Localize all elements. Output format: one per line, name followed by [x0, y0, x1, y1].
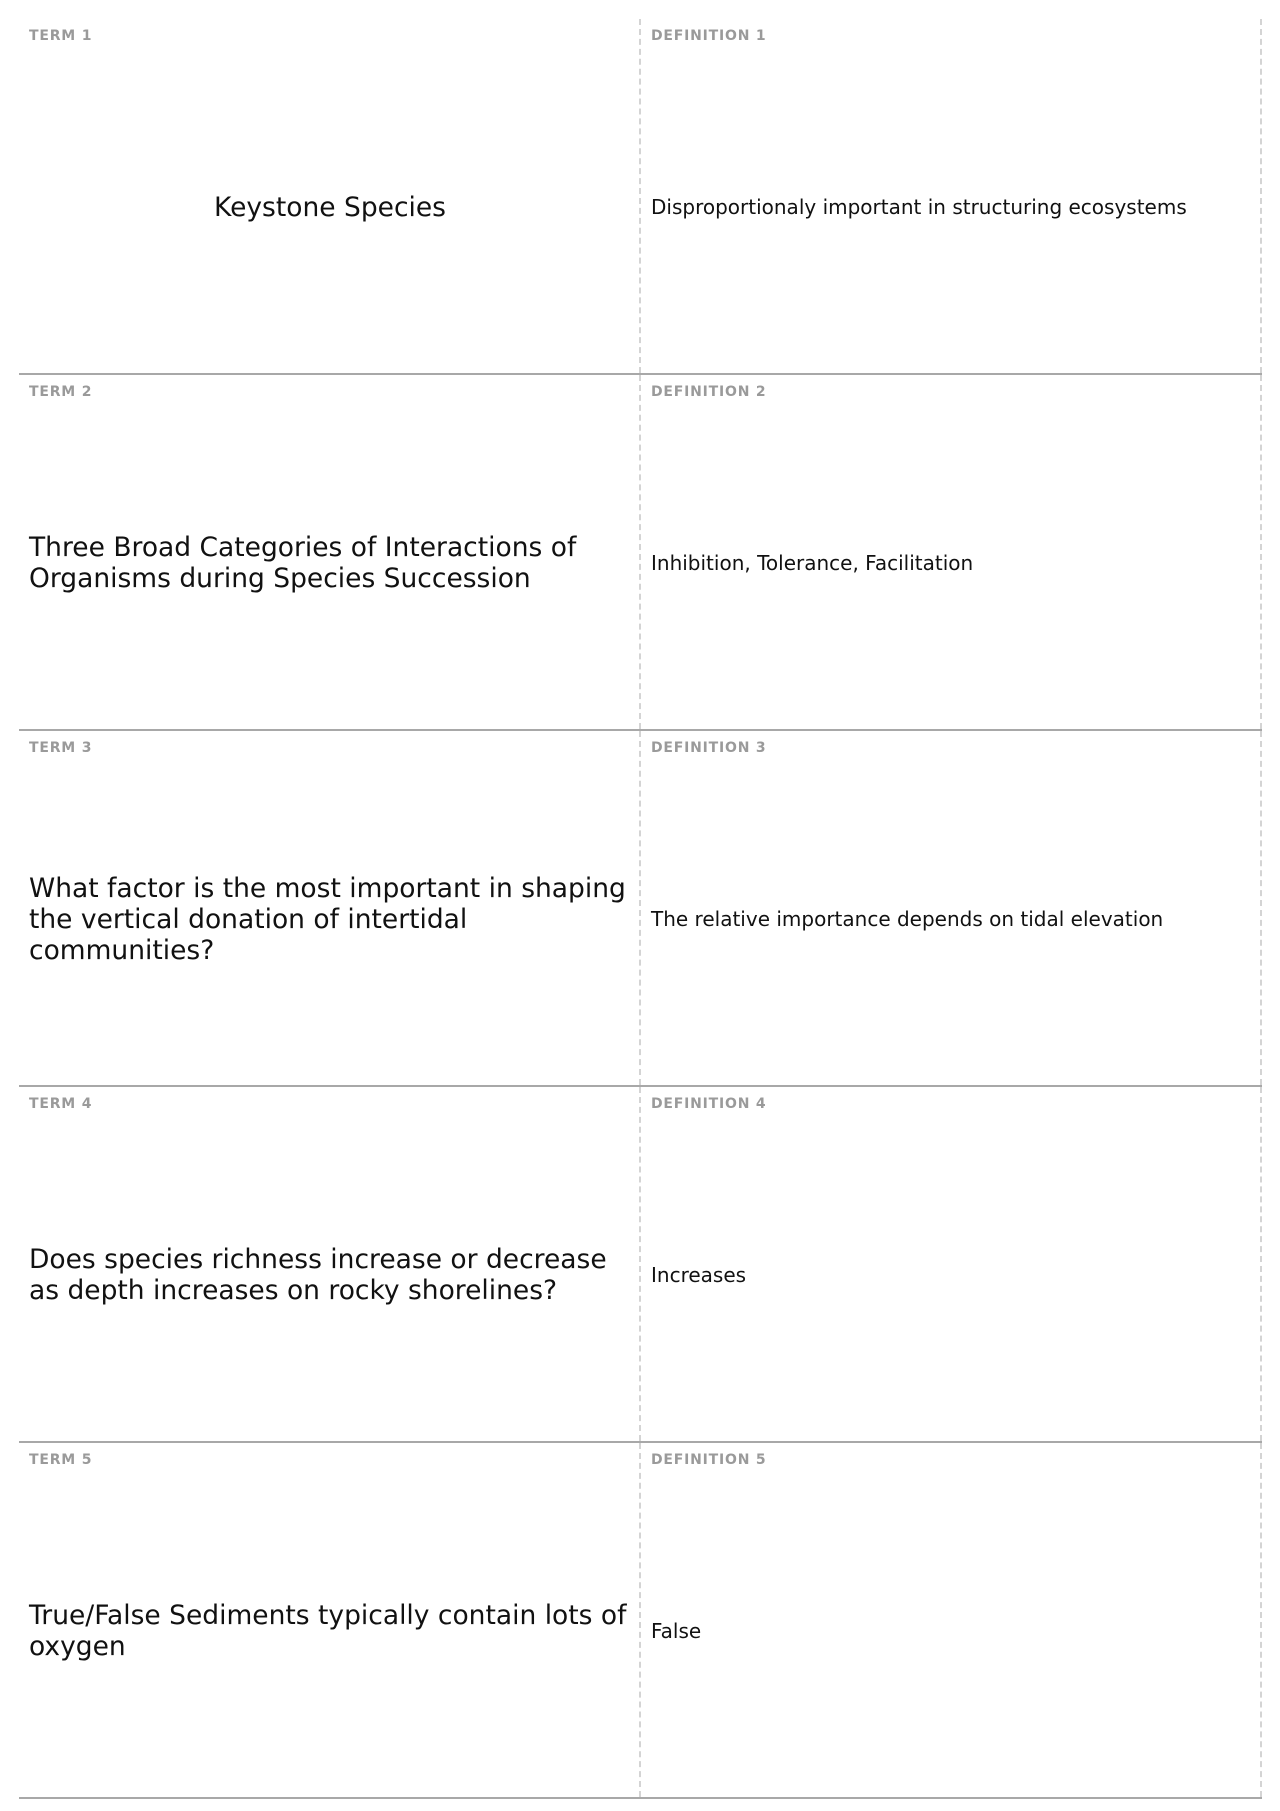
definition-body-1	[651, 55, 1252, 359]
flashcard-row-3	[19, 731, 1262, 1087]
definition-cell-3	[641, 731, 1262, 1085]
definition-label-5: DEFINITION 5	[651, 1452, 767, 1468]
term-text-2: Three Broad Categories of Interactions of Organisms during Species Succession	[29, 532, 577, 594]
flashcard-row-2	[19, 375, 1262, 731]
definition-body-2	[651, 411, 1252, 715]
term-cell-3	[19, 731, 641, 1085]
flashcard-row-4	[19, 1087, 1262, 1443]
term-body-4	[29, 1123, 631, 1427]
definition-label-1: DEFINITION 1	[651, 28, 767, 44]
term-label-1: TERM 1	[29, 28, 93, 44]
term-label-4: TERM 4	[29, 1096, 93, 1112]
definition-label-4: DEFINITION 4	[651, 1096, 767, 1112]
definition-cell-5	[641, 1443, 1262, 1797]
definition-body-3	[651, 767, 1252, 1071]
term-body-5	[29, 1479, 631, 1783]
flashcard-row-1	[19, 19, 1262, 375]
definition-text-1: Disproportionaly important in structuring ecosystems	[651, 195, 1187, 219]
term-text-4: Does species richness increase or decrease as depth increases on rocky shorelines?	[29, 1244, 607, 1306]
flashcard-sheet	[19, 19, 1262, 1799]
term-cell-2	[19, 375, 641, 729]
definition-cell-1	[641, 19, 1262, 373]
term-text-1: Keystone Species	[214, 191, 446, 223]
definition-cell-2	[641, 375, 1262, 729]
definition-body-4	[651, 1123, 1252, 1427]
definition-label-2: DEFINITION 2	[651, 384, 767, 400]
definition-body-5	[651, 1479, 1252, 1783]
term-label-5: TERM 5	[29, 1452, 93, 1468]
definition-text-5: False	[651, 1619, 702, 1643]
term-text-5: True/False Sediments typically contain lots of oxygen	[29, 1600, 627, 1662]
flashcard-row-5	[19, 1443, 1262, 1799]
term-text-3: What factor is the most important in shaping the vertical donation of intertidal communities?	[29, 872, 626, 966]
definition-text-3: The relative importance depends on tidal elevation	[651, 907, 1164, 931]
definition-text-4: Increases	[651, 1263, 747, 1287]
term-cell-4	[19, 1087, 641, 1441]
definition-text-2: Inhibition, Tolerance, Facilitation	[651, 551, 974, 575]
term-body-2	[29, 411, 631, 715]
term-label-3: TERM 3	[29, 740, 93, 756]
definition-label-3: DEFINITION 3	[651, 740, 767, 756]
term-body-3	[29, 767, 631, 1071]
term-label-2: TERM 2	[29, 384, 93, 400]
definition-cell-4	[641, 1087, 1262, 1441]
term-cell-1	[19, 19, 641, 373]
term-body-1	[29, 55, 631, 359]
term-cell-5	[19, 1443, 641, 1797]
